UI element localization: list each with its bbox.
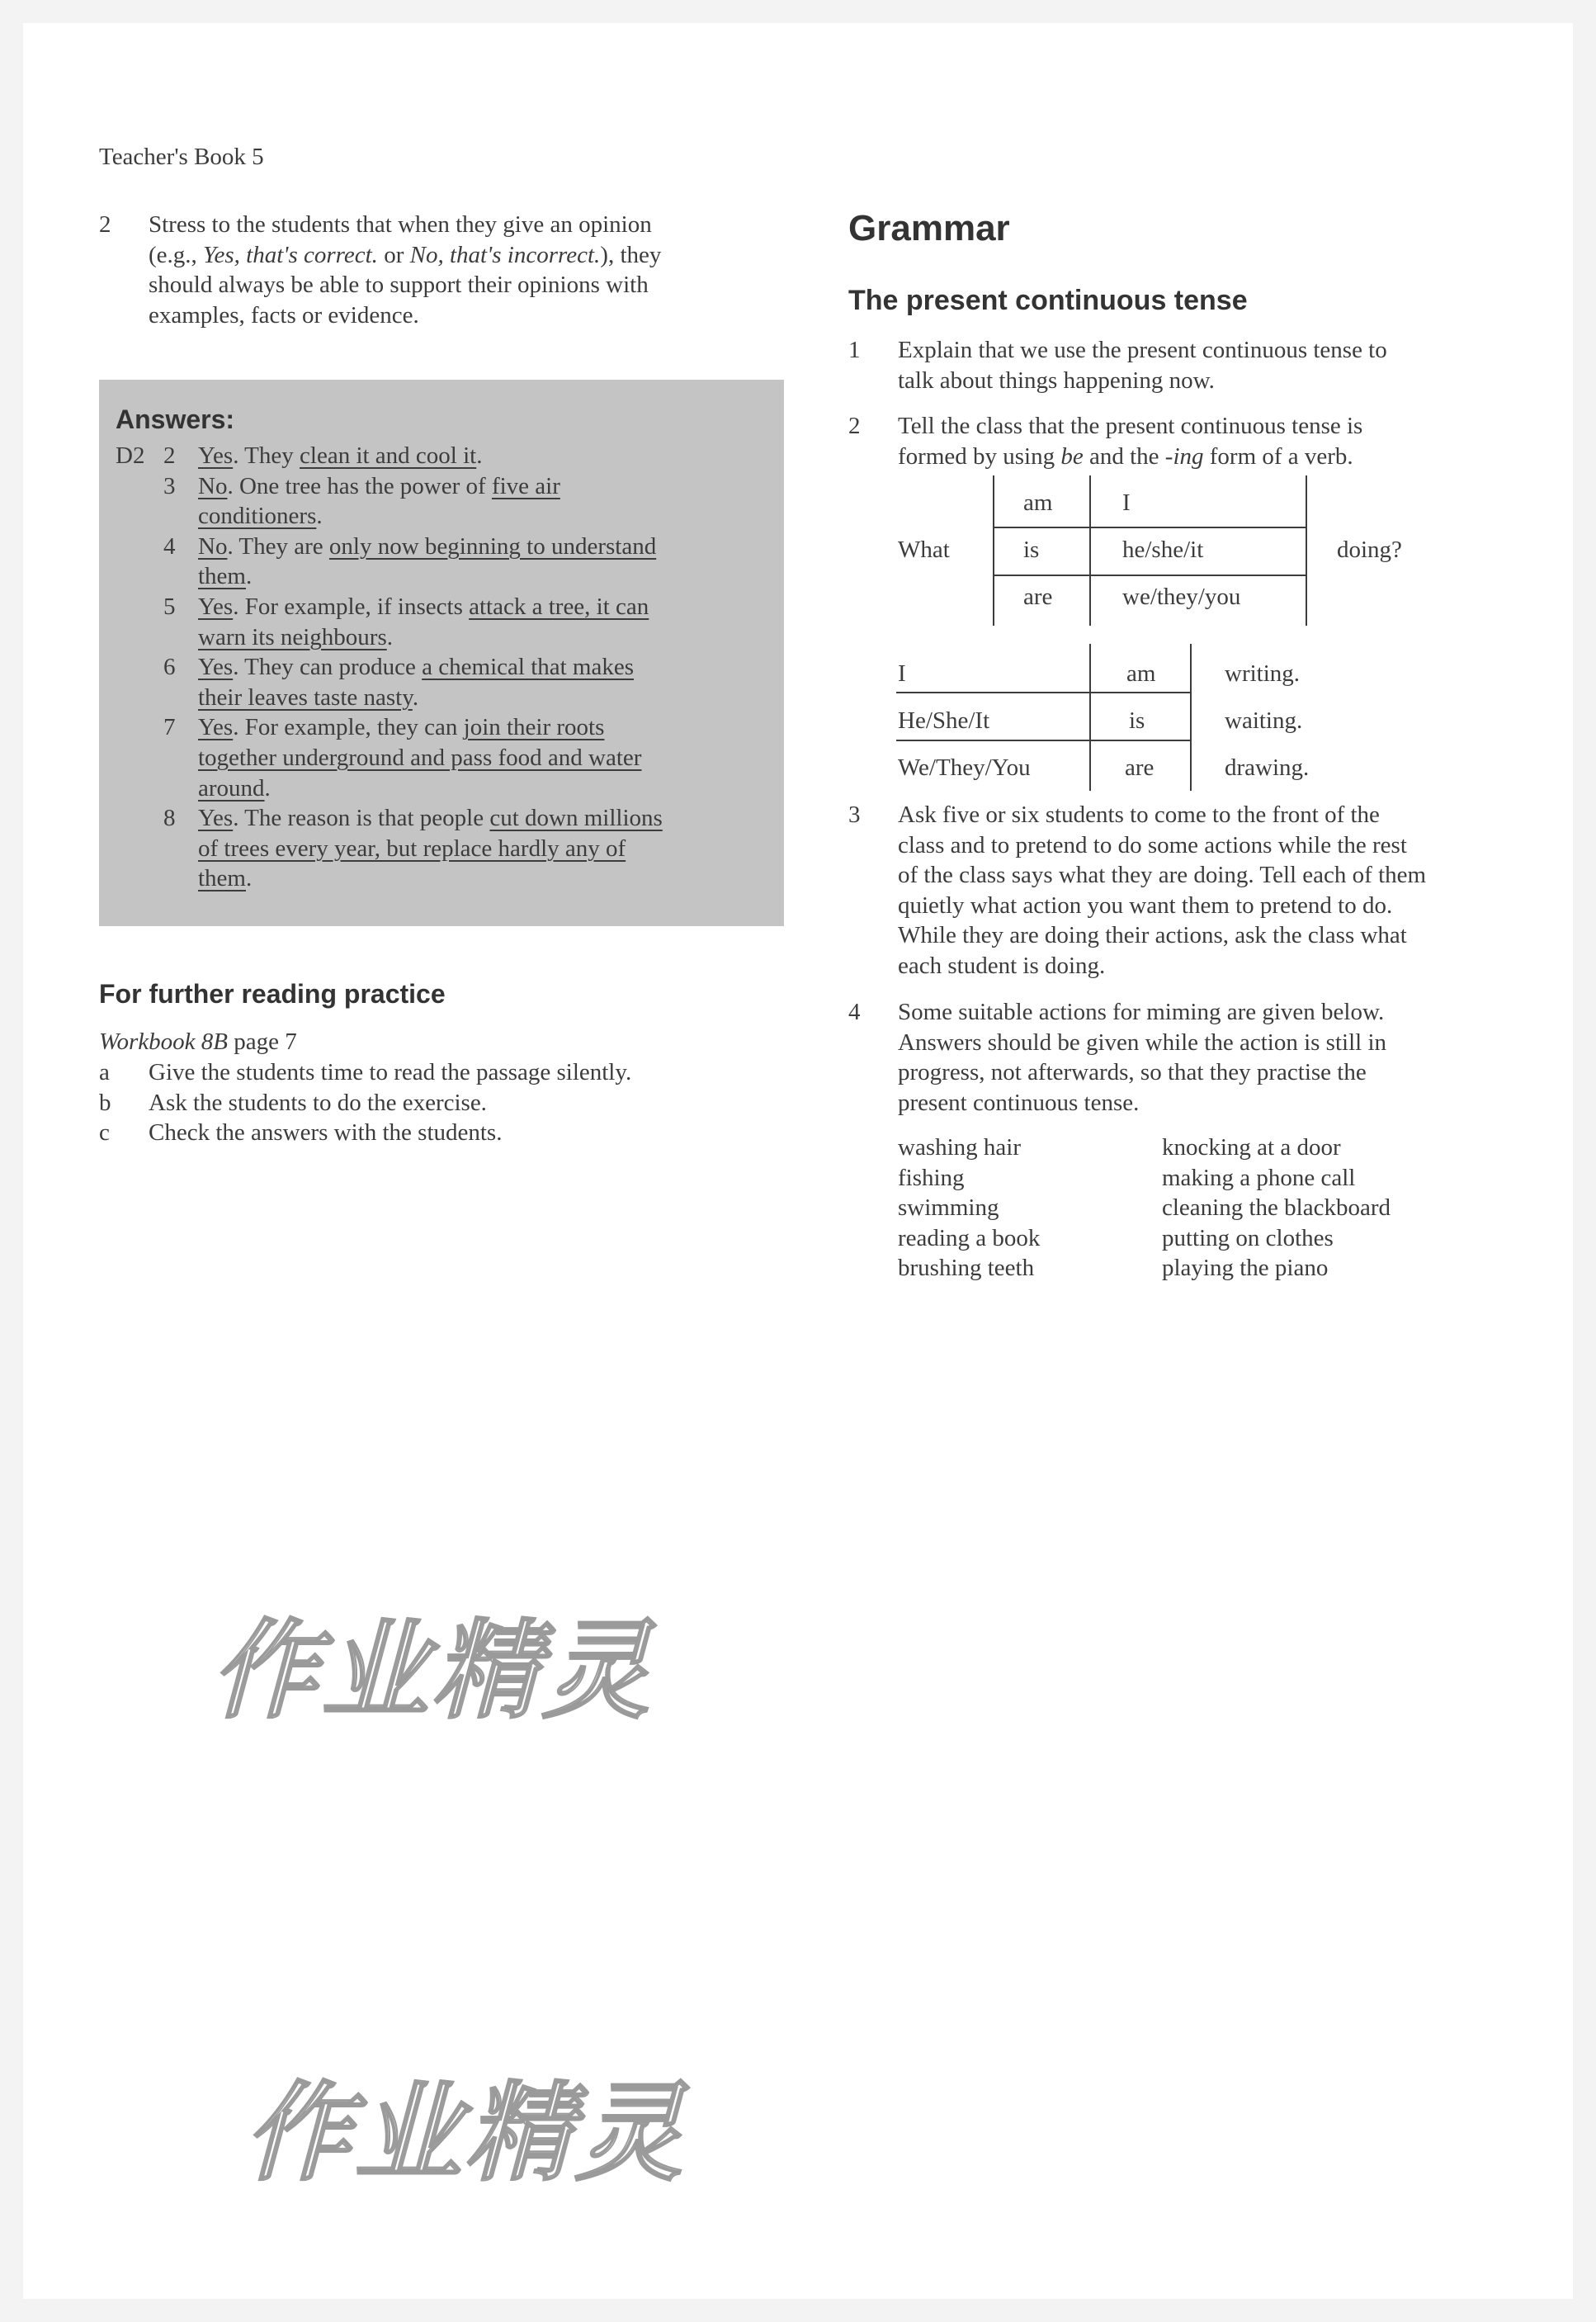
underlined-text: only now beginning to understand [328,532,657,560]
answer-number: 8 [163,805,176,832]
answers-heading: Answers: [116,404,235,434]
list-item: brushing teeth [898,1255,1035,1282]
item-number: 3 [848,802,861,828]
answer-number: 3 [163,472,176,499]
underlined-text: Yes [198,593,234,620]
list-item: swimming [898,1194,999,1222]
workbook-ref: Workbook 8B page 7 [99,1029,297,1055]
underlined-text: five air [491,472,560,499]
answer-line [198,803,774,834]
list-item: cleaning the blackboard [1162,1194,1391,1222]
answer-number: 5 [163,593,176,620]
answer-number: 7 [163,714,176,741]
answer-item [163,803,774,894]
plain-text: . [412,683,419,711]
table-cell: are [1023,584,1053,610]
table-cell: I [898,660,906,687]
answer-line [198,561,774,592]
answer-item [163,652,774,712]
further-steps [99,1057,800,1148]
underlined-text: Yes [198,714,234,741]
item-number: 2 [99,211,111,238]
item-number: 4 [848,999,861,1025]
answer-text [198,471,774,532]
answers-list [163,441,774,894]
table-cell: am [1023,489,1053,516]
table-cell: we/they/you [1122,584,1241,610]
list-item: reading a book [898,1224,1041,1251]
actions-column-2 [1162,1133,1509,1284]
list-item: washing hair [898,1134,1021,1161]
table-cell: I [1122,489,1131,516]
underlined-text: their leaves taste nasty [198,683,413,711]
table-cell: We/They/You [898,754,1031,781]
plain-text: . For example, they can [233,714,464,741]
plain-text: . [316,503,323,530]
further-reading-heading: For further reading practice [99,979,446,1009]
table-cell: waiting. [1225,707,1303,734]
underlined-text: them [198,865,246,892]
item-number: 2 [848,413,861,439]
item-text: Ask five or six students to come to the front of the class and to pretend to do some actions while the rest of the class says what they are doing. Tell each of them quietly what action you want them to pretend to do. While they are doing their actions, ask the class what each student is doing. [898,802,1427,979]
underlined-text: of trees every year, but replace hardly any of [198,835,626,862]
underlined-text: together underground and pass food and water [198,744,642,771]
plain-text: . They can produce [233,654,423,681]
answer-text [198,441,774,471]
table-cell: is [1129,707,1145,734]
answer-line [198,622,774,653]
right-item-2 [848,411,1550,471]
answer-number: 6 [163,654,176,681]
answer-line [198,683,774,713]
plain-text: . They are [227,532,329,560]
step-c: c Check the answers with the students. [99,1119,503,1147]
underlined-text: warn its neighbours [198,623,387,650]
answer-line [198,712,774,743]
table-cell: is [1023,537,1040,563]
plain-text: . One tree has the power of [227,472,492,499]
underlined-text: cut down millions [489,805,663,832]
answers-section: D2 [116,442,145,469]
watermark-logo: 作业精灵 [203,1608,680,1733]
list-item: making a phone call [1162,1164,1356,1191]
plain-text: . [386,623,393,650]
answer-line [198,441,774,471]
table-cell: What [898,537,950,563]
answer-item [163,441,774,471]
underlined-text: attack a tree, it can [469,593,649,620]
answer-line [198,863,774,894]
right-item-1 [848,335,1550,395]
left-item-2 [99,210,800,330]
plain-text: . The reason is that people [233,805,490,832]
answer-text [198,532,774,592]
answer-item [163,532,774,592]
table-cell: he/she/it [1122,537,1204,563]
line: should always be able to support their opinions with [149,272,649,299]
underlined-text: No [198,472,228,499]
answer-line [198,532,774,562]
answer-line [198,834,774,864]
underlined-text: around [198,774,265,802]
answer-item [163,712,774,803]
item-number: 1 [848,337,861,363]
grammar-heading: Grammar [848,208,1010,248]
answer-line [198,592,774,622]
answer-text [198,803,774,894]
underlined-text: clean it and cool it [300,442,477,469]
actions-column-1 [898,1133,1145,1284]
table-cell: writing. [1225,660,1301,687]
underlined-text: Yes [198,654,234,681]
plain-text: . They [233,442,300,469]
plain-text: . For example, if insects [233,593,470,620]
answer-text [198,592,774,652]
tense-subheading: The present continuous tense [848,285,1248,316]
book-title: Teacher's Book 5 [99,144,264,170]
answer-line [198,743,774,773]
underlined-text: a chemical that makes [422,654,635,681]
list-item: knocking at a door [1162,1134,1341,1161]
line: (e.g., Yes, that's correct. or No, that's incorrect.), they [149,241,662,268]
watermark-logo: 作业精灵 [236,2070,713,2196]
underlined-text: join their roots [463,714,605,741]
answer-text [198,712,774,803]
plain-text: . [476,442,483,469]
underlined-text: conditioners [198,503,317,530]
item-text: Tell the class that the present continuous tense is formed by using be and the -ing form of a verb. [898,413,1363,470]
table-cell: are [1125,754,1155,781]
list-item: putting on clothes [1162,1224,1334,1251]
line: Stress to the students that when they give an opinion [149,211,652,238]
item-text [149,210,800,330]
answer-item [163,471,774,532]
item-text: Some suitable actions for miming are given below. Answers should be given while the action is still in progress, not afterwards, so that they practise the present continuous tense. [898,999,1387,1116]
plain-text: . [246,563,253,590]
answer-item [163,592,774,652]
step-a: a Give the students time to read the passage silently. [99,1059,632,1085]
item-text: Explain that we use the present continuous tense to talk about things happening now. [898,337,1387,394]
underlined-text: No [198,532,228,560]
answers-box [99,380,784,926]
list-item: fishing [898,1164,965,1191]
answer-text [198,652,774,712]
step-b: b Ask the students to do the exercise. [99,1089,487,1116]
right-item-3 [848,800,1566,981]
answer-line [198,652,774,683]
answer-line [198,501,774,532]
plain-text: . [264,774,271,802]
answer-number: 4 [163,532,176,560]
table-cell: doing? [1337,537,1402,563]
list-item: playing the piano [1162,1255,1329,1282]
underlined-text: Yes [198,442,234,469]
underlined-text: Yes [198,805,234,832]
answer-line [198,773,774,804]
answer-line [198,471,774,502]
table-cell: drawing. [1225,754,1310,781]
table-cell: am [1126,660,1156,687]
plain-text: . [246,865,253,892]
underlined-text: them [198,563,246,590]
answer-number: 2 [163,442,176,469]
line: examples, facts or evidence. [149,301,419,329]
right-item-4 [848,997,1566,1118]
table-cell: He/She/It [898,707,990,734]
